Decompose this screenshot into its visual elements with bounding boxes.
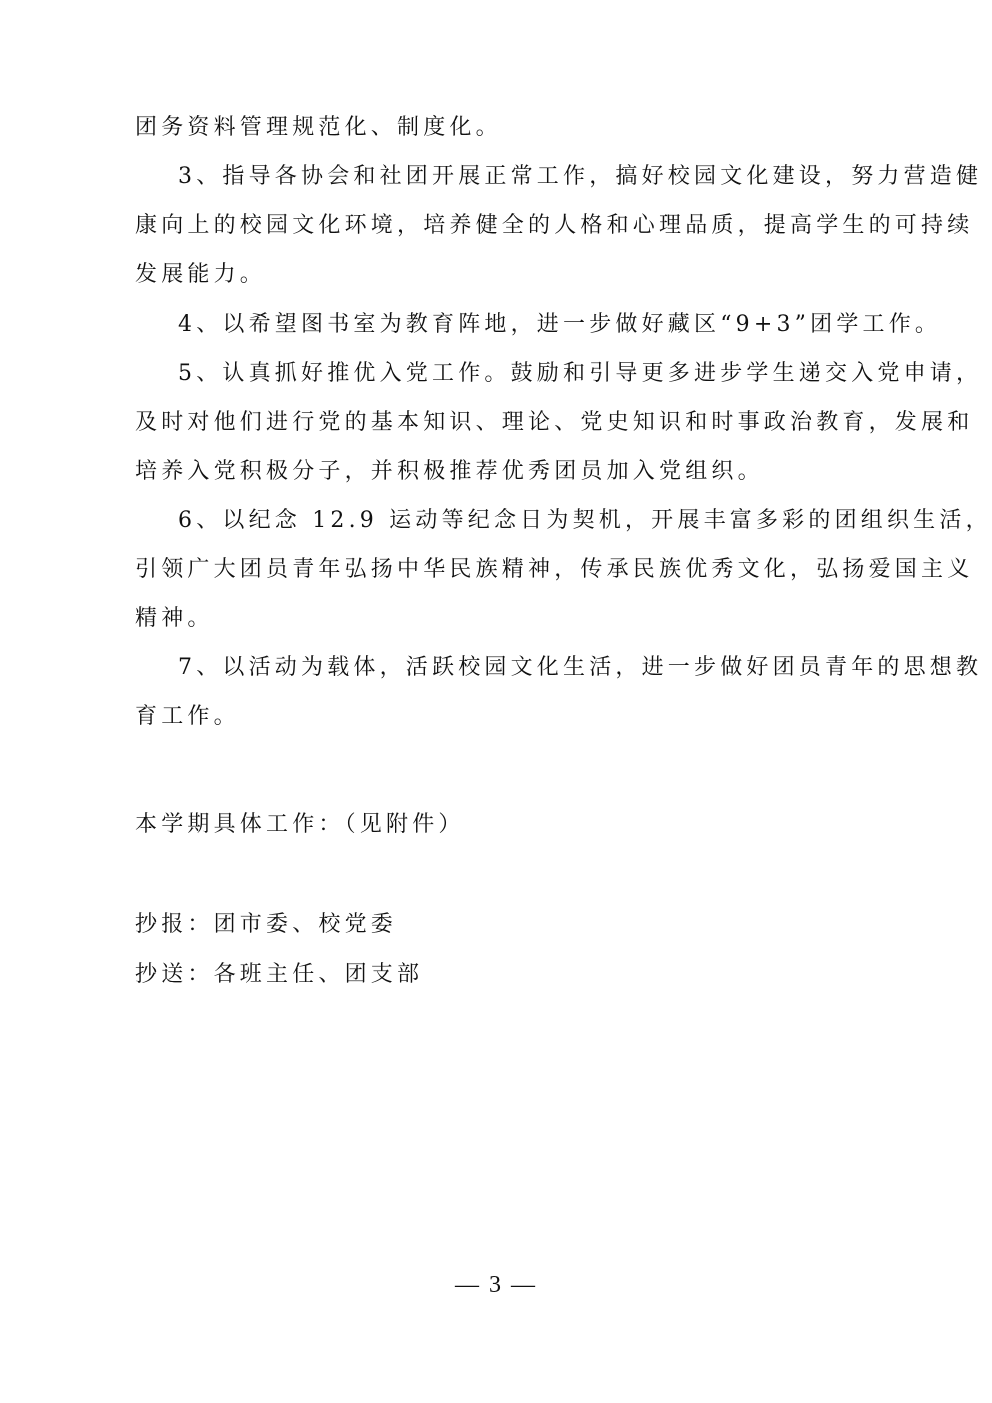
paragraph-7-line-2: 育工作。 (135, 704, 240, 729)
paragraph-3-line-3: 发展能力。 (135, 262, 267, 287)
paragraph-7-line-1: 7、以活动为载体，活跃校园文化生活，进一步做好团员青年的思想教 (178, 655, 983, 680)
paragraph-2-end: 团务资料管理规范化、制度化。 (135, 115, 502, 140)
paragraph-4: 4、以希望图书室为教育阵地，进一步做好藏区“9+3”团学工作。 (178, 312, 942, 337)
cc-report-line: 抄报：团市委、校党委 (135, 912, 398, 937)
cc-send-line: 抄送：各班主任、团支部 (135, 962, 424, 987)
paragraph-3-line-2: 康向上的校园文化环境，培养健全的人格和心理品质，提高学生的可持续 (135, 213, 974, 238)
paragraph-6-line-2: 引领广大团员青年弘扬中华民族精神，传承民族优秀文化，弘扬爱国主义 (135, 557, 974, 582)
specific-work-note: 本学期具体工作：（见附件） (135, 812, 465, 837)
page-number: — 3 — (455, 1272, 537, 1298)
paragraph-5-line-2: 及时对他们进行党的基本知识、理论、党史知识和时事政治教育，发展和 (135, 410, 974, 435)
paragraph-6-line-1: 6、以纪念 12.9 运动等纪念日为契机，开展丰富多彩的团组织生活， (178, 508, 992, 533)
paragraph-3-line-1: 3、指导各协会和社团开展正常工作，搞好校园文化建设，努力营造健 (178, 164, 983, 189)
paragraph-5-line-1: 5、认真抓好推优入党工作。鼓励和引导更多进步学生递交入党申请， (178, 361, 983, 386)
paragraph-6-line-3: 精神。 (135, 606, 214, 631)
paragraph-5-line-3: 培养入党积极分子，并积极推荐优秀团员加入党组织。 (135, 459, 764, 484)
